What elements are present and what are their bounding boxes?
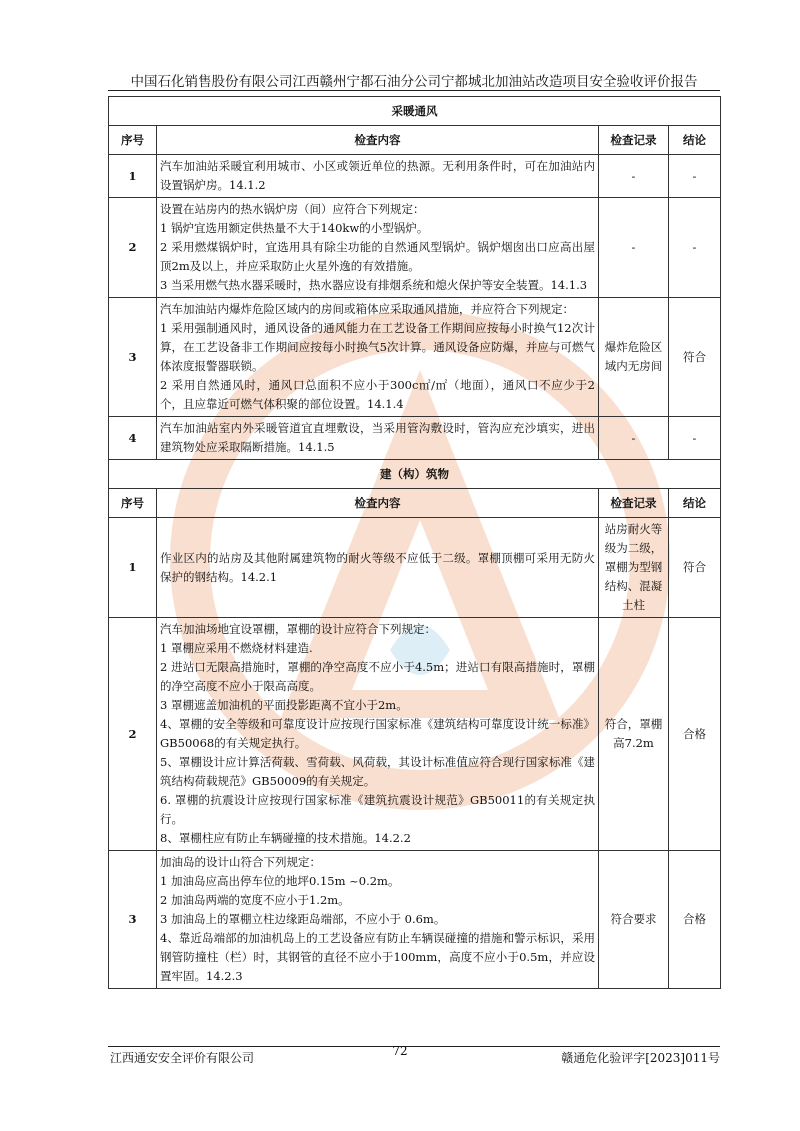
page-number: 72 xyxy=(392,1044,408,1058)
row-number: 3 xyxy=(109,851,157,989)
row-number: 2 xyxy=(109,618,157,851)
column-header: 序号 xyxy=(109,126,157,155)
content-line: 1 锅炉宜选用额定供热量不大于140kw的小型锅炉。 xyxy=(160,221,429,235)
conclusion: 符合 xyxy=(669,298,721,417)
footer-rule xyxy=(108,1046,720,1047)
content-line: 1 加油岛应高出停车位的地坪0.15m ~0.2m。 xyxy=(160,874,400,888)
footer-company: 江西通安安全评价有限公司 xyxy=(110,1051,255,1065)
check-content xyxy=(157,618,599,851)
row-number: 2 xyxy=(109,198,157,298)
column-header: 检查记录 xyxy=(599,126,669,155)
conclusion: - xyxy=(669,198,721,298)
content-line: 4、靠近岛端部的加油机岛上的工艺设备应有防止车辆误碰撞的措施和警示标识，采用钢管防撞柱（栏）时，其钢管的直径不应小于100mm，高度不应小于0.5m，并应设置牢固。14.2.3 xyxy=(160,931,595,983)
content-line: 4、罩棚的安全等级和可靠度设计应按现行国家标准《建筑结构可靠度设计统一标准》GB50068的有关规定执行。 xyxy=(160,717,595,750)
column-header: 检查内容 xyxy=(157,126,599,155)
check-content xyxy=(157,298,599,417)
column-header: 序号 xyxy=(109,489,157,518)
check-record: 爆炸危险区域内无房间 xyxy=(599,298,669,417)
column-header: 结论 xyxy=(669,126,721,155)
conclusion: - xyxy=(669,417,721,460)
check-record: 站房耐火等级为二级，罩棚为型钢结构、混凝土柱 xyxy=(599,518,669,618)
row-number: 4 xyxy=(109,417,157,460)
check-record: - xyxy=(599,155,669,198)
table-row xyxy=(109,198,721,298)
check-record: 符合要求 xyxy=(599,851,669,989)
table-row xyxy=(109,298,721,417)
content-line: 汽车加油场地宜设罩棚，罩棚的设计应符合下列规定： xyxy=(160,622,436,636)
content-line: 6. 罩棚的抗震设计应按现行国家标准《建筑抗震设计规范》GB50011的有关规定执行。 xyxy=(160,793,595,826)
check-content xyxy=(157,851,599,989)
column-header-row xyxy=(109,126,721,155)
table-row xyxy=(109,851,721,989)
content-line: 3 当采用燃气热水器采暖时，热水器应设有排烟系统和熄火保护等安全装置。14.1.3 xyxy=(160,278,588,292)
footer-doc-number: 赣通危化验评字[2023]011号 xyxy=(561,1051,720,1065)
content-line: 汽车加油站内爆炸危险区域内的房间或箱体应采取通风措施，并应符合下列规定： xyxy=(160,302,574,316)
content-line: 作业区内的站房及其他附属建筑物的耐火等级不应低于二级。罩棚顶棚可采用无防火保护的钢结构。14.2.1 xyxy=(160,550,595,584)
content-line: 5、罩棚设计应计算活荷载、雪荷载、风荷载，其设计标准值应符合现行国家标准《建筑结构荷载规范》GB50009的有关规定。 xyxy=(160,755,595,788)
check-record: 符合，罩棚高7.2m xyxy=(599,618,669,851)
content-line: 8、罩棚柱应有防止车辆碰撞的技术措施。14.2.2 xyxy=(160,831,411,845)
content-line: 汽车加油站采暖宜利用城市、小区或领近单位的热源。无利用条件时，可在加油站内设置锅炉房。14.1.2 xyxy=(160,159,595,192)
conclusion: 合格 xyxy=(669,618,721,851)
table-row xyxy=(109,618,721,851)
content-line: 2 采用自然通风时，通风口总面积不应小于300c㎡/㎡（地面），通风口不应少于2个，且应靠近可燃气体积聚的部位设置。14.1.4 xyxy=(160,378,595,411)
check-content xyxy=(157,198,599,298)
content-line: 2 加油岛两端的宽度不应小于1.2m。 xyxy=(160,893,350,907)
conclusion: - xyxy=(669,155,721,198)
content-line: 2 采用燃煤锅炉时，宜选用具有除尘功能的自然通风型锅炉。锅炉烟囱出口应高出屋顶2m及以上，并应采取防止火星外逸的有效措施。 xyxy=(160,240,595,273)
row-number: 1 xyxy=(109,518,157,618)
content-line: 2 进站口无限高措施时，罩棚的净空高度不应小于4.5m；进站口有限高措施时，罩棚的净空高度不应小于限高高度。 xyxy=(160,660,595,693)
conclusion: 合格 xyxy=(669,851,721,989)
section-title: 采暖通风 xyxy=(109,97,721,126)
column-header-row xyxy=(109,489,721,518)
content-line: 3 罩棚遮盖加油机的平面投影距离不宜小于2m。 xyxy=(160,698,408,712)
row-number: 3 xyxy=(109,298,157,417)
column-header: 检查记录 xyxy=(599,489,669,518)
column-header: 结论 xyxy=(669,489,721,518)
content-line: 汽车加油站室内外采暖管道宜直埋敷设，当采用管沟敷设时，管沟应充沙填实，进出建筑物处应采取隔断措施。14.1.5 xyxy=(160,421,595,454)
content-line: 3 加油岛上的罩棚立柱边缘距岛端部，不应小于 0.6m。 xyxy=(160,912,446,926)
table-row xyxy=(109,417,721,460)
table-row xyxy=(109,518,721,618)
header-rule xyxy=(108,90,720,91)
content-line: 加油岛的设计山符合下列规定： xyxy=(160,855,321,869)
column-header: 检查内容 xyxy=(157,489,599,518)
section-title-row xyxy=(109,97,721,126)
check-content xyxy=(157,417,599,460)
content-line: 设置在站房内的热水锅炉房（间）应符合下列规定： xyxy=(160,202,425,216)
conclusion: 符合 xyxy=(669,518,721,618)
inspection-table xyxy=(108,96,721,989)
check-content xyxy=(157,518,599,618)
page-header: 中国石化销售股份有限公司江西赣州宁都石油分公司宁都城北加油站改造项目安全验收评价报告 xyxy=(130,74,698,90)
check-record: - xyxy=(599,198,669,298)
content-line: 1 罩棚应采用不燃烧材料建造. xyxy=(160,641,313,655)
content-line: 1 采用强制通风时，通风设备的通风能力在工艺设备工作期间应按每小时换气12次计算，在工艺设备非工作期间应按每小时换气5次计算。通风设备应防爆，并应与可燃气体浓度报警器联锁。 xyxy=(160,321,595,373)
check-content xyxy=(157,155,599,198)
section-title-row xyxy=(109,460,721,489)
table-row xyxy=(109,155,721,198)
check-record: - xyxy=(599,417,669,460)
section-title: 建（构）筑物 xyxy=(109,460,721,489)
row-number: 1 xyxy=(109,155,157,198)
